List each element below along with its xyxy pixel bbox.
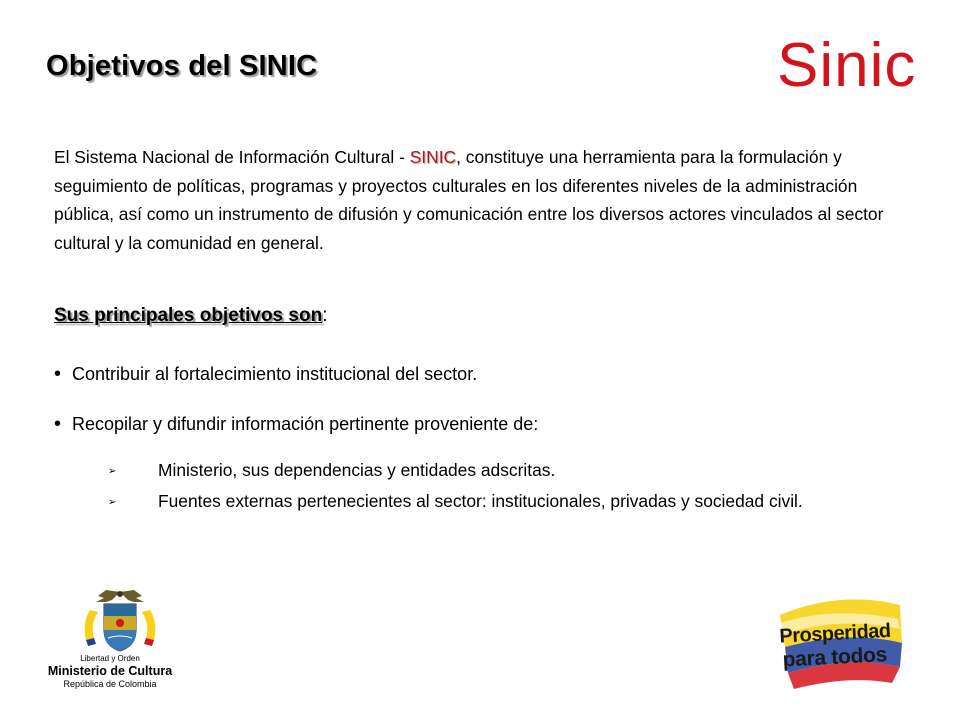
bullet-dot-icon: • <box>54 413 62 435</box>
bullet-text: Recopilar y difundir información pertinente proveniente de: <box>72 414 539 434</box>
ministry-country: República de Colombia <box>63 679 157 689</box>
bullet-item <box>54 413 538 436</box>
intro-paragraph <box>54 143 904 257</box>
sub-bullet-text: Fuentes externas pertenecientes al sector: institucionales, privadas y sociedad civil. <box>158 491 803 511</box>
sub-bullet-item <box>108 491 803 512</box>
objectives-heading <box>54 305 327 327</box>
ministry-logo <box>40 654 180 690</box>
ministry-motto: Libertad y Orden <box>80 654 140 663</box>
sinic-logo-text: Sinic <box>777 31 917 95</box>
arrowhead-bullet-icon: ➢ <box>108 465 117 477</box>
slogan-line-2: para todos <box>782 643 888 672</box>
bullet-item <box>54 363 477 386</box>
objectives-heading-text: Sus principales objetivos son <box>54 305 323 326</box>
slide-title: Objetivos del SINIC <box>46 50 318 82</box>
intro-text-start: El Sistema Nacional de Información Cultural - <box>54 147 410 167</box>
bullet-dot-icon: • <box>54 363 62 385</box>
bullet-text: Contribuir al fortalecimiento institucional del sector. <box>72 364 478 384</box>
intro-highlight: SINIC <box>409 147 457 167</box>
sub-bullet-item <box>108 460 555 481</box>
coat-of-arms-icon <box>60 588 180 654</box>
objectives-heading-colon: : <box>322 305 328 326</box>
ministry-name: Ministerio de Cultura <box>47 664 173 678</box>
intro-text-end: , constituye una herramienta para la formulación y seguimiento de políticas, programas y proyectos culturales en los diferentes niveles de la administración pública, así como un instrumento de difusión y comunicación entre los diversos actores vinculados al sector cultural y la comunidad en general. <box>54 147 884 253</box>
prosperidad-logo <box>779 618 921 671</box>
arrowhead-bullet-icon: ➢ <box>108 496 117 508</box>
sub-bullet-text: Ministerio, sus dependencias y entidades adscritas. <box>158 460 556 480</box>
slogan-line-1: Prosperidad <box>778 619 892 648</box>
sinic-logo <box>775 30 925 95</box>
